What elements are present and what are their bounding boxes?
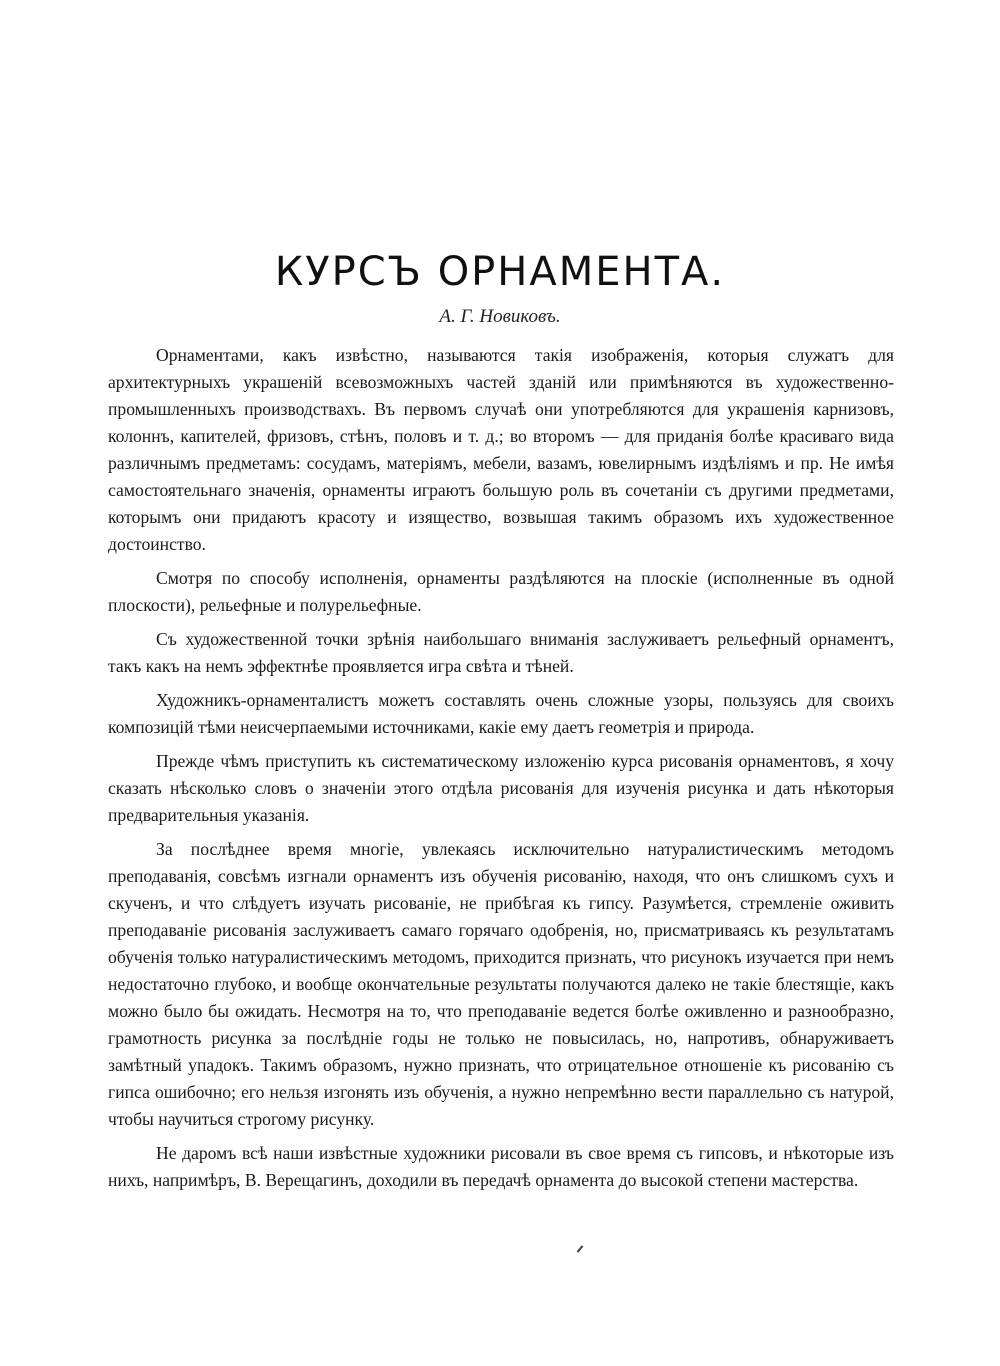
paragraph-2: Смотря по способу исполненія, орнаменты раздѣляются на плоскіе (исполненные въ одной плоскости), рельефные и полурельефные.	[108, 568, 894, 615]
paragraph-7: Не даромъ всѣ наши извѣстные художники рисовали въ свое время съ гипсовъ, и нѣкоторые изъ нихъ, напримѣръ, В. Верещагинъ, доходили въ передачѣ орнамента до высокой степени мастерства.	[108, 1143, 894, 1190]
print-speck	[577, 1245, 584, 1252]
paragraph-1: Орнаментами, какъ извѣстно, называются такія изображенія, которыя служатъ для архитектурныхъ украшеній всевозможныхъ частей зданій или примѣняются въ художественно-промышленныхъ производствахъ. Въ первомъ случаѣ они употребляются для украшенія карнизовъ, колоннъ, капителей, фризовъ, стѣнъ, половъ и т. д.; во второмъ — для приданія болѣе красиваго вида различнымъ предметамъ: сосудамъ, матеріямъ, мебели, вазамъ, ювелирнымъ издѣліямъ и пр. Не имѣя самостоятельнаго значенія, орнаменты играютъ большую роль въ сочетаніи съ другими предметами, которымъ они придаютъ красоту и изящество, возвышая такимъ образомъ ихъ художественное достоинство.	[108, 345, 894, 554]
article-body	[108, 342, 894, 1201]
author-name: А. Г. Новиковъ.	[439, 306, 561, 327]
paragraph-5: Прежде чѣмъ приступить къ систематическому изложенію курса рисованія орнаментовъ, я хочу сказать нѣсколько словъ о значеніи этого отдѣла рисованія для изученія рисунка и дать нѣкоторыя предварительныя указанія.	[108, 751, 894, 825]
paragraph-3: Съ художественной точки зрѣнія наибольшаго вниманія заслуживаетъ рельефный орнаментъ, такъ какъ на немъ эффектнѣе проявляется игра свѣта и тѣней.	[108, 629, 894, 676]
paragraph-4: Художникъ-орнаменталистъ можетъ составлять очень сложные узоры, пользуясь для своихъ композицій тѣми неисчерпаемыми источниками, какіе ему даетъ геометрія и природа.	[108, 690, 894, 737]
paragraph-6: За послѣднее время многіе, увлекаясь исключительно натуралистическимъ методомъ преподаванія, совсѣмъ изгнали орнаментъ изъ обученія рисованію, находя, что онъ слишкомъ сухъ и скученъ, и что слѣдуетъ изучать рисованіе, не прибѣгая къ гипсу. Разумѣется, стремленіе оживить преподаваніе рисованія заслуживаетъ самаго горячаго одобренія, но, присматриваясь къ результатамъ обученія только натуралистическимъ методомъ, приходится признать, что рисунокъ изучается при немъ недостаточно глубоко, и вообще окончательные результаты получаются далеко не такіе блестящіе, какъ можно было бы ожидать. Несмотря на то, что преподаваніе ведется болѣе оживленно и разнообразно, грамотность рисунка за послѣдніе годы не только не повысилась, но, напротивъ, обнаруживаетъ замѣтный упадокъ. Такимъ образомъ, нужно признать, что отрицательное отношеніе къ рисованію съ гипса ошибочно; его нельзя изгонять изъ обученія, а нужно непремѣнно вести параллельно съ натурой, чтобы научиться строгому рисунку.	[108, 839, 894, 1129]
document-title: КУРСЪ ОРНАМЕНТА.	[274, 249, 726, 295]
